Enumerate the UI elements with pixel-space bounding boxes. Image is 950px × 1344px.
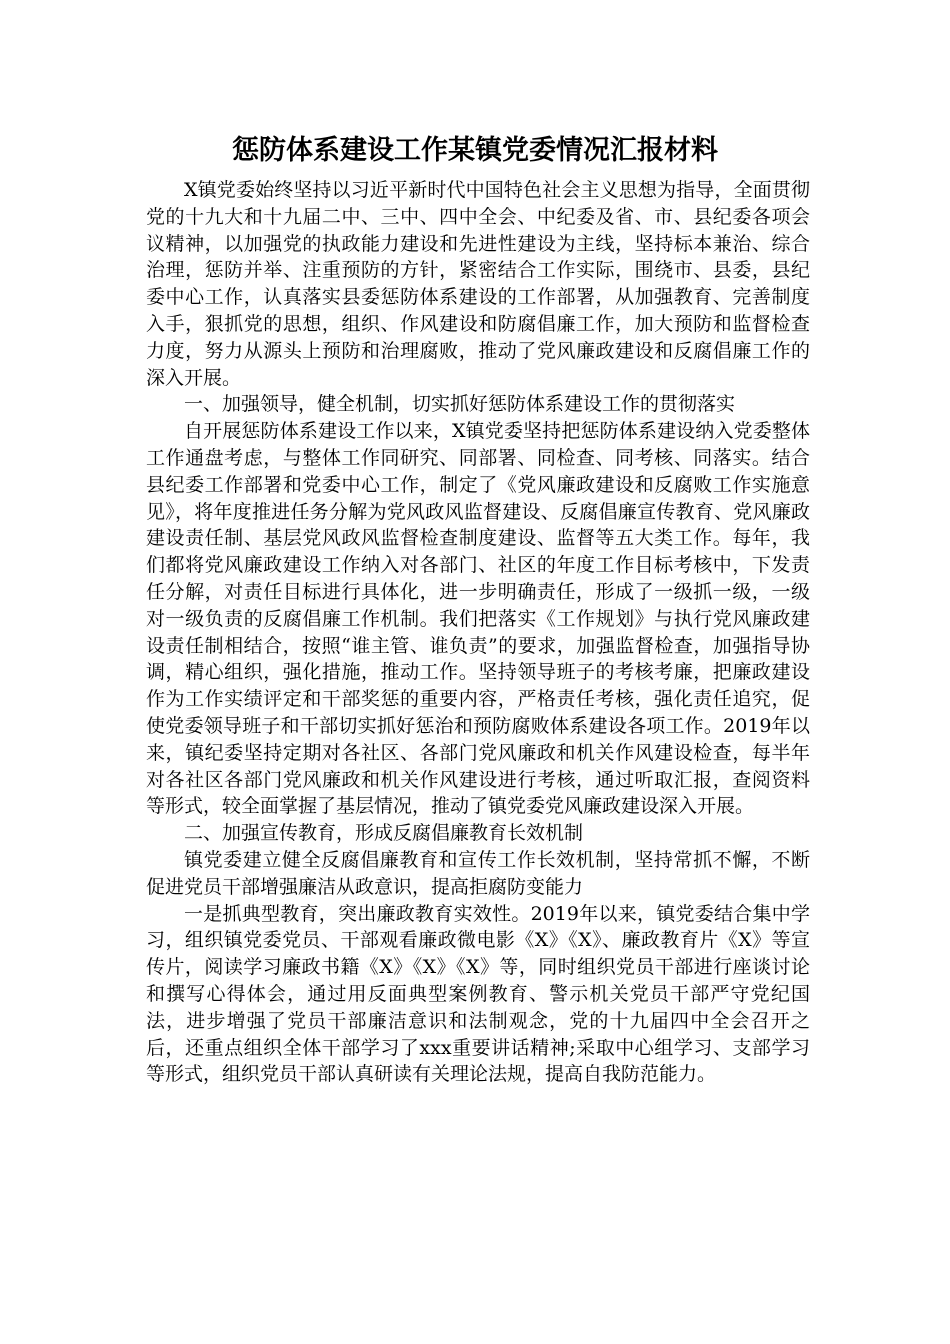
section-2-item-1-paragraph: 一是抓典型教育，突出廉政教育实效性。2019年以来，镇党委结合集中学习，组织镇党委党员、干部观看廉政微电影《X》《X》、廉政教育片《X》等宣传片，阅读学习廉政书籍《X》《X》《X》等，同时组织党员干部进行座谈讨论和撰写心得体会，通过用反面典型案例教育、警示机关党员干部严守党纪国法，进步增强了党员干部廉洁意识和法制观念，党的十九届四中全会召开之后，还重点组织全体干部学习了xxx重要讲话精神;采取中心组学习、支部学习等形式，组织党员干部认真研读有关理论法规，提高自我防范能力。 <box>146 902 810 1086</box>
section-heading-1: 一、加强领导，健全机制，切实抓好惩防体系建设工作的贯彻落实 <box>184 393 736 416</box>
document-body <box>146 177 810 1088</box>
intro-paragraph: X镇党委始终坚持以习近平新时代中国特色社会主义思想为指导，全面贯彻党的十九大和十九届二中、三中、四中全会、中纪委及省、市、县纪委各项会议精神，以加强党的执政能力建设和先进性建设为主线，坚持标本兼治、综合治理，惩防并举、注重预防的方针，紧密结合工作实际，围绕市、县委，县纪委中心工作，认真落实县委惩防体系建设的工作部署，从加强教育、完善制度入手，狠抓党的思想，组织、作风建设和防腐倡廉工作，加大预防和监督检查力度，努力从源头上预防和治理腐败，推动了党风廉政建设和反腐倡廉工作的深入开展。 <box>146 179 810 389</box>
section-1-paragraph: 自开展惩防体系建设工作以来，X镇党委坚持把惩防体系建设纳入党委整体工作通盘考虑，与整体工作同研究、同部署、同检查、同考核、同落实。结合县纪委工作部署和党委中心工作，制定了《党风廉政建设和反腐败工作实施意见》，将年度推进任务分解为党风政风监督建设、反腐倡廉宣传教育、党风廉政建设责任制、基层党风政风监督检查制度建设、监督等五大类工作。每年，我们都将党风廉政建设工作纳入对各部门、社区的年度工作目标考核中，下发责任分解，对责任目标进行具体化，进一步明确责任，形成了一级抓一级，一级对一级负责的反腐倡廉工作机制。我们把落实《工作规划》与执行党风廉政建设责任制相结合，按照“谁主管、谁负责”的要求，加强监督检查，加强指导协调，精心组织，强化措施，推动工作。坚持领导班子的考核考廉，把廉政建设作为工作实绩评定和干部奖惩的重要内容，严格责任考核，强化责任追究，促使党委领导班子和干部切实抓好惩治和预防腐败体系建设各项工作。2019年以来，镇纪委坚持定期对各社区、各部门党风廉政和机关作风建设检查，每半年对各社区各部门党风廉政和机关作风建设进行考核，通过听取汇报，查阅资料等形式，较全面掌握了基层情况，推动了镇党委党风廉政建设深入开展。 <box>146 420 810 818</box>
document-title: 惩防体系建设工作某镇党委情况汇报材料 <box>232 135 718 166</box>
section-heading-2: 二、加强宣传教育，形成反腐倡廉教育长效机制 <box>184 822 584 845</box>
section-2-intro-paragraph: 镇党委建立健全反腐倡廉教育和宣传工作长效机制，坚持常抓不懈，不断促进党员干部增强廉洁从政意识，提高拒腐防变能力 <box>146 848 810 898</box>
